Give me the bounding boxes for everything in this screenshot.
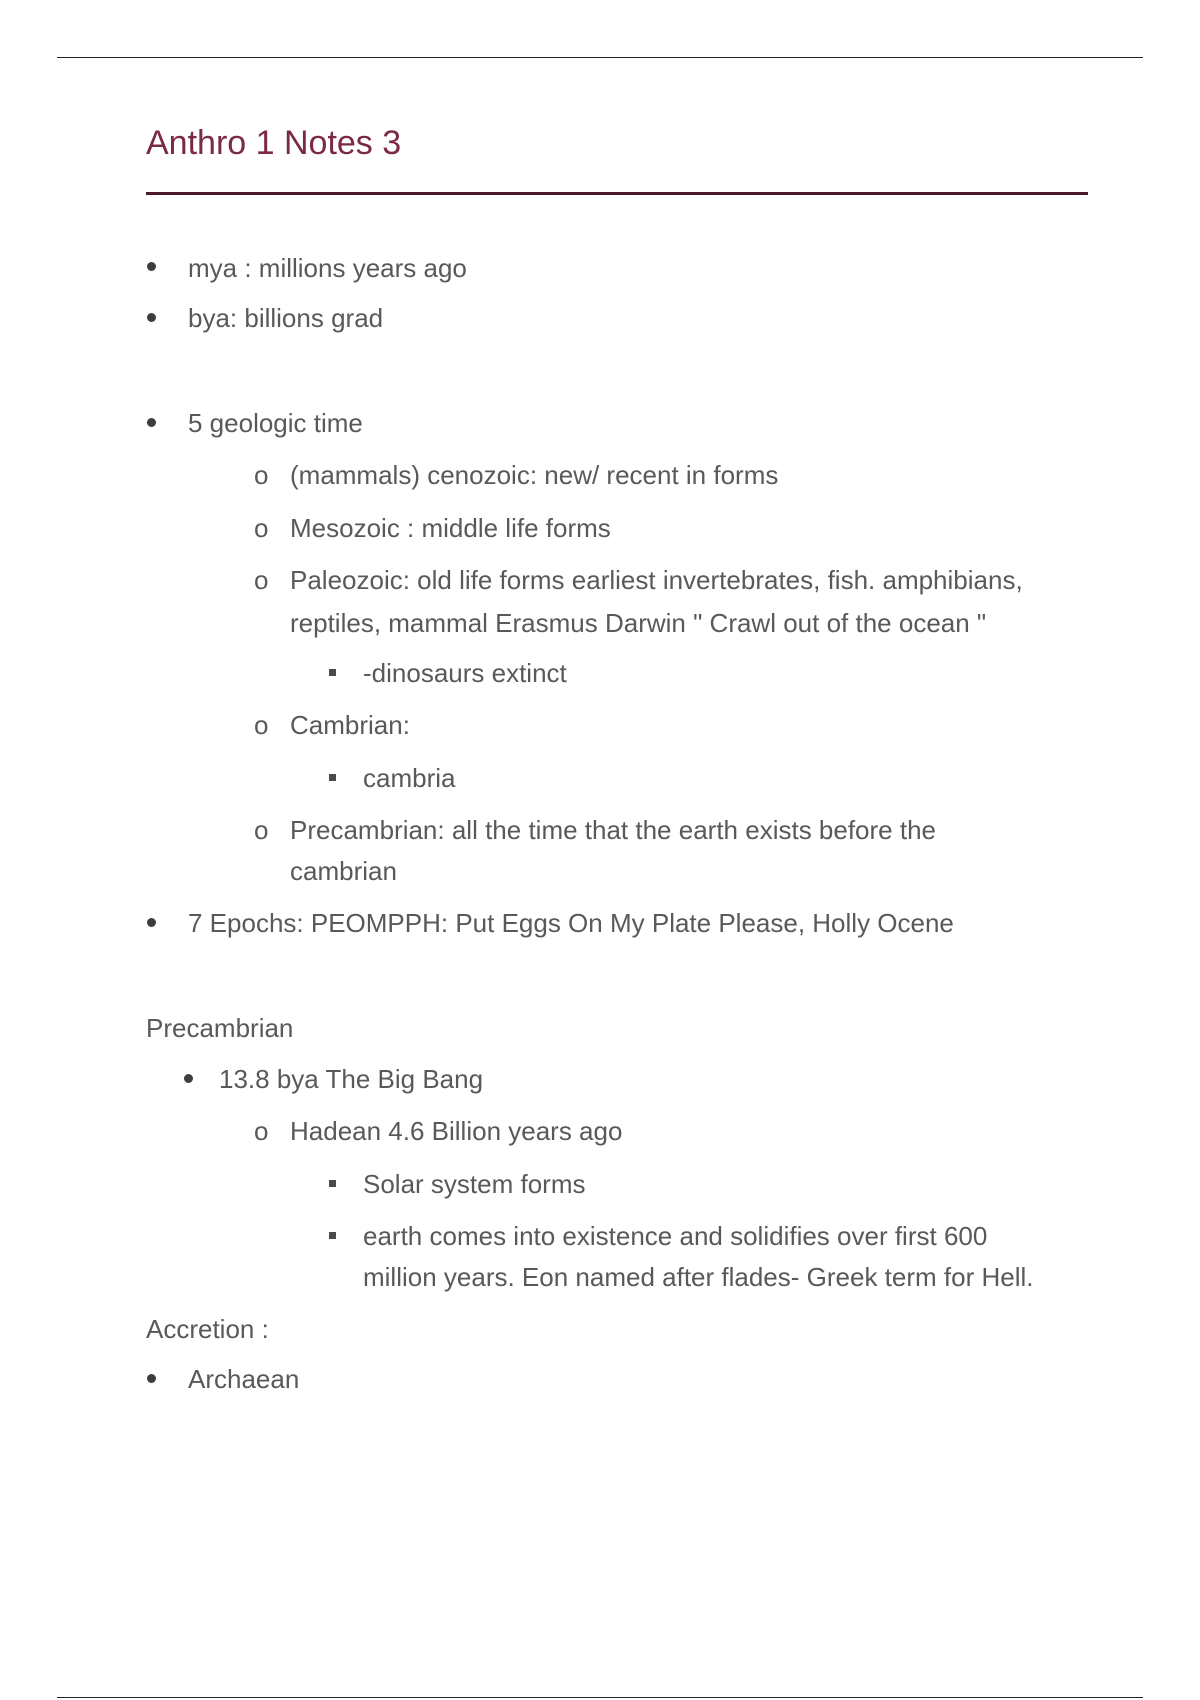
section-heading-accretion: Accretion :: [146, 1314, 269, 1344]
circle-bullet-icon: o: [254, 1116, 269, 1146]
list-item: -dinosaurs extinct: [363, 658, 567, 688]
circle-bullet-icon: o: [254, 815, 269, 845]
list-item: mya : millions years ago: [188, 253, 467, 283]
circle-bullet-icon: o: [254, 710, 269, 740]
square-bullet-icon: [329, 669, 336, 676]
circle-bullet-icon: o: [254, 460, 269, 490]
circle-bullet-icon: o: [254, 513, 269, 543]
bullet-dot-icon: [147, 313, 156, 322]
list-item: Hadean 4.6 Billion years ago: [290, 1116, 623, 1146]
section-heading-precambrian: Precambrian: [146, 1013, 294, 1043]
circle-bullet-icon: o: [254, 565, 269, 595]
list-item: Solar system forms: [363, 1169, 586, 1199]
list-item: bya: billions grad: [188, 303, 384, 333]
bullet-dot-icon: [147, 418, 156, 427]
list-item-continuation: reptiles, mammal Erasmus Darwin " Crawl out of the ocean ": [290, 608, 987, 638]
bullet-dot-icon: [184, 1074, 193, 1083]
list-item: 7 Epochs: PEOMPPH: Put Eggs On My Plate Please, Holly Ocene: [188, 908, 954, 938]
square-bullet-icon: [329, 774, 336, 781]
square-bullet-icon: [329, 1180, 336, 1187]
bullet-dot-icon: [147, 918, 156, 927]
list-item: 13.8 bya The Big Bang: [219, 1064, 484, 1094]
bullet-dot-icon: [147, 1374, 156, 1383]
title-underline: [146, 192, 1088, 195]
square-bullet-icon: [329, 1232, 336, 1239]
list-item-continuation: cambrian: [290, 856, 397, 886]
list-item: earth comes into existence and solidifies over first 600: [363, 1221, 988, 1251]
list-item: (mammals) cenozoic: new/ recent in forms: [290, 460, 779, 490]
header-rule: [57, 57, 1143, 58]
list-item: Cambrian:: [290, 710, 410, 740]
list-item: cambria: [363, 763, 456, 793]
list-item: Mesozoic : middle life forms: [290, 513, 611, 543]
list-item-continuation: million years. Eon named after flades- Greek term for Hell.: [363, 1262, 1034, 1292]
list-item: Paleozoic: old life forms earliest invertebrates, fish. amphibians,: [290, 565, 1023, 595]
list-item: Archaean: [188, 1364, 300, 1394]
footer-rule: [57, 1697, 1143, 1698]
list-item: Precambrian: all the time that the earth exists before the: [290, 815, 937, 845]
page-title: Anthro 1 Notes 3: [146, 124, 402, 162]
list-item: 5 geologic time: [188, 408, 363, 438]
bullet-dot-icon: [147, 262, 156, 271]
